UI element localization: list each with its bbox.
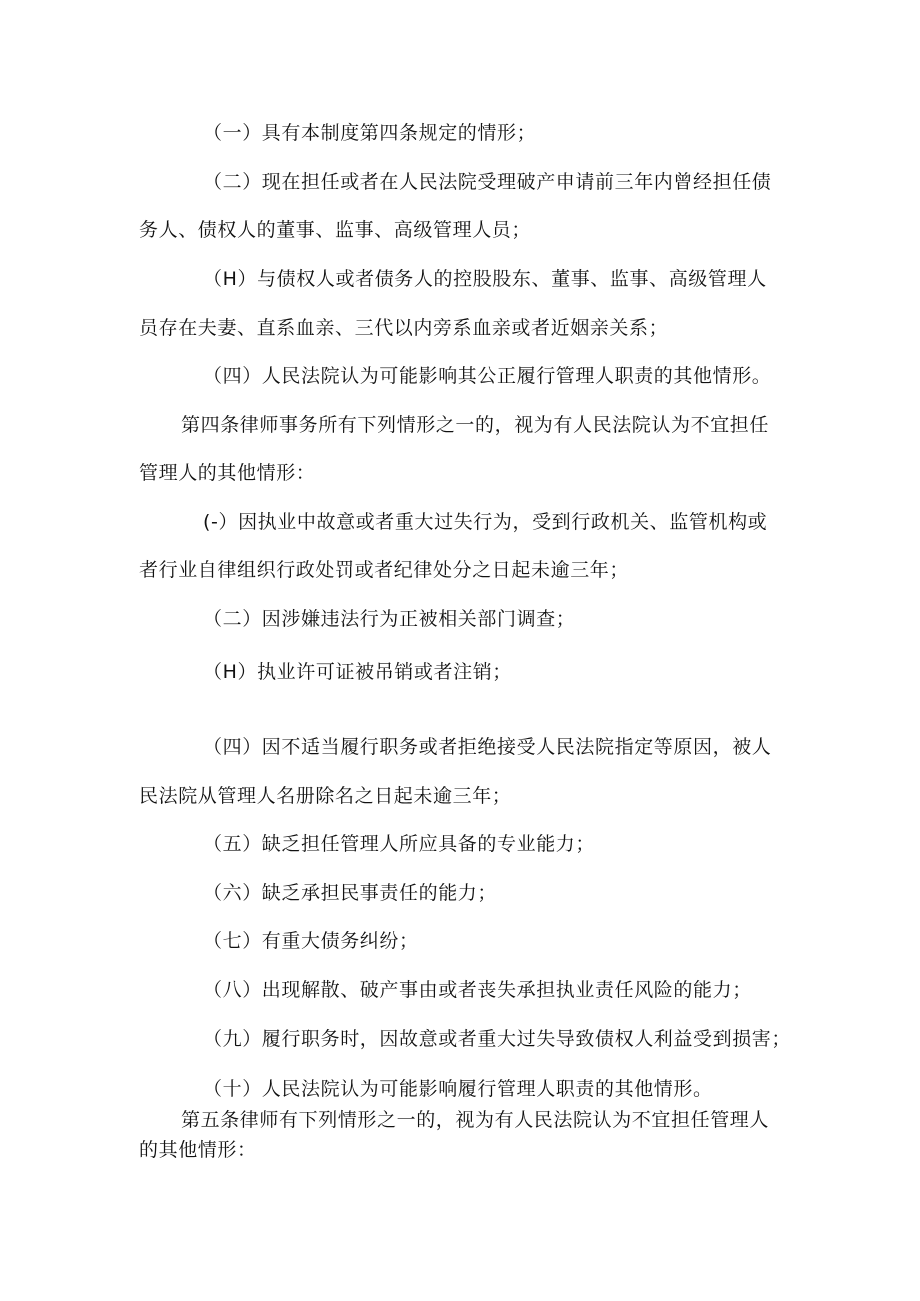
text-line: 的其他情形：	[139, 1139, 257, 1161]
text-line: 管理人的其他情形：	[139, 462, 316, 484]
text-line: （五）缺乏担任管理人所应具备的专业能力；	[203, 833, 596, 855]
text-line: （一）具有本制度第四条规定的情形；	[203, 122, 537, 144]
text-line: （二）现在担任或者在人民法院受理破产申请前三年内曾经担任债	[203, 171, 772, 193]
text-line: 员存在夫妻、直系血亲、三代以内旁系血亲或者近姻亲关系；	[139, 317, 669, 339]
text-line: （H）与债权人或者债务人的控股股东、董事、监事、高级管理人	[203, 268, 767, 290]
text-line: （二）因涉嫌违法行为正被相关部门调查；	[203, 608, 576, 630]
text-line: 民法院从管理人名册除名之日起未逾三年；	[139, 785, 512, 807]
text-line: 者行业自律组织行政处罚或者纪律处分之日起未逾三年；	[139, 559, 630, 581]
text-line: (-）因执业中故意或者重大过失行为，受到行政机关、监管机构或	[203, 511, 768, 533]
text-line: （十）人民法院认为可能影响履行管理人职责的其他情形。	[203, 1078, 713, 1100]
text-line: 第五条律师有下列情形之一的，视为有人民法院认为不宜担任管理人	[181, 1109, 770, 1131]
text-line: 第四条律师事务所有下列情形之一的，视为有人民法院认为不宜担任	[181, 414, 770, 436]
text-line: （九）履行职务时，因故意或者重大过失导致债权人利益受到损害；	[203, 1028, 792, 1050]
text-line: （六）缺乏承担民事责任的能力；	[203, 882, 498, 904]
text-line: （七）有重大债务纠纷；	[203, 930, 419, 952]
text-line: （四）人民法院认为可能影响其公正履行管理人职责的其他情形。	[203, 365, 772, 387]
text-line: （八）出现解散、破产事由或者丧失承担执业责任风险的能力；	[203, 979, 752, 1001]
text-line: （H）执业许可证被吊销或者注销；	[203, 661, 512, 683]
text-line: 务人、债权人的董事、监事、高级管理人员；	[139, 219, 532, 241]
text-line: （四）因不适当履行职务或者拒绝接受人民法院指定等原因，被人	[203, 736, 772, 758]
